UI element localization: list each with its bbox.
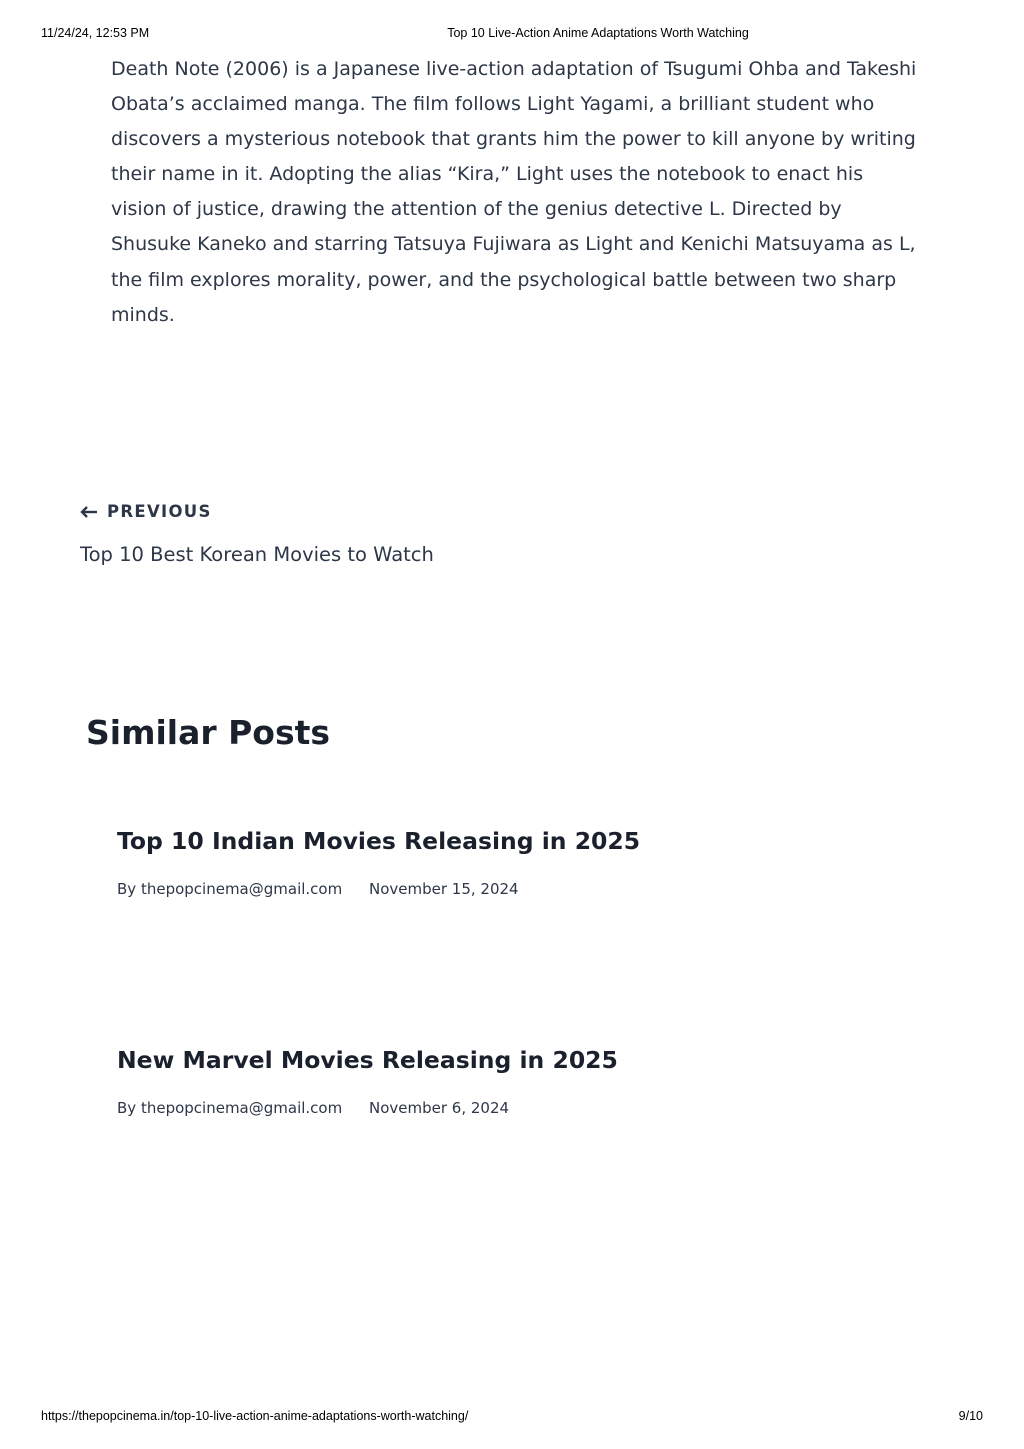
print-footer-url: https://thepopcinema.in/top-10-live-action-anime-adaptations-worth-watching/ xyxy=(41,1409,469,1423)
previous-post-label-row[interactable] xyxy=(80,497,680,525)
post-author-link[interactable]: thepopcinema@gmail.com xyxy=(140,880,343,898)
print-footer-page-number: 9/10 xyxy=(958,1409,983,1423)
post-meta xyxy=(117,1098,937,1118)
similar-post-card xyxy=(117,1043,937,1118)
article-paragraph: Death Note (2006) is a Japanese live-action adaptation of Tsugumi Ohba and Takeshi Obata’s acclaimed manga. The film follows Light Yagami, a brilliant student who discovers a mysterious notebook that grants him the power to kill anyone by writing their name in it. Adopting the alias “Kira,” Light uses the notebook to enact his vision of justice, drawing the attention of the genius detective L. Directed by Shusuke Kaneko and starring Tatsuya Fujiwara as Light and Kenichi Matsuyama as L, the film explores morality, power, and the psychological battle between two sharp minds. xyxy=(111,58,917,326)
similar-post-card xyxy=(117,824,937,899)
post-navigation xyxy=(80,497,680,568)
previous-post-link[interactable]: Top 10 Best Korean Movies to Watch xyxy=(80,543,434,566)
post-date: November 6, 2024 xyxy=(369,1099,510,1117)
post-author-by: By xyxy=(117,880,137,898)
print-header-title: Top 10 Live-Action Anime Adaptations Worth Watching xyxy=(447,26,749,40)
post-author-by: By xyxy=(117,1099,137,1117)
similar-posts-heading: Similar Posts xyxy=(86,713,331,752)
previous-label: PREVIOUS xyxy=(107,501,212,521)
post-author xyxy=(117,879,342,899)
similar-post-title-link[interactable]: New Marvel Movies Releasing in 2025 xyxy=(117,1046,618,1074)
post-meta xyxy=(117,879,937,899)
print-header-datetime: 11/24/24, 12:53 PM xyxy=(41,26,150,40)
post-author xyxy=(117,1098,342,1118)
similar-post-title-link[interactable]: Top 10 Indian Movies Releasing in 2025 xyxy=(117,827,641,855)
arrow-left-icon xyxy=(80,504,98,518)
post-author-link[interactable]: thepopcinema@gmail.com xyxy=(140,1099,343,1117)
post-date: November 15, 2024 xyxy=(369,880,519,898)
